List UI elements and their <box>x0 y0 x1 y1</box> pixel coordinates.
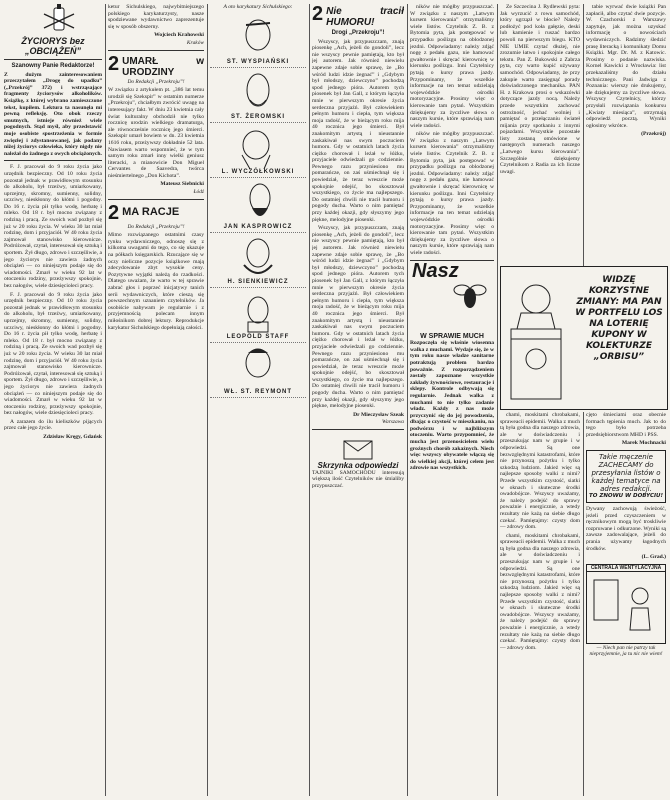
article-title: UMARŁ w URODZINY <box>122 55 204 78</box>
intro-label: Szanowny Panie Redaktorze! <box>11 63 95 69</box>
article-body: F. J. pracował do 9 roku życia jako urzędnik bezpieczny. Od 10 roku życia pozostał jednak w prawidłowym stosunku do alkoholu, był trzeźwy, umiarkowany, uprzejmy, skromny, sumienny, solidny, uczciwy, nieskłonny do kłótni i pogodny. Do 16 r. życia pił tylko wodę, herbatę i mleko. Od 18 r. był mocno związany z rodziną i pracą. Ze swoich wad pozbył się już w 20 roku życia. W wieku 30 lat miał rodzinę, dom i przyjaciół. W 40 roku życia zajmował stanowisko kierownicze. Podróżował, czytał, interesował się sztuką i sportem. Żył długo, zdrowo i szczęśliwie, a jego życiorys nie zawiera żadnych obciążeń — co niniejszym podaje się do wiadomości. Zmarł w wieku 92 lat w otoczeniu rodziny, przeżywszy spokojnie, bez nałogów, wiele dziesięcioleci pracy. F. J. pracował do 9 roku życia jako urzędnik bezpieczny. Od 10 roku życia pozostał jednak w prawidłowym stosunku do alkoholu, był trzeźwy, umiarkowany, uprzejmy, skromny, sumienny, solidny, uczciwy, nieskłonny do kłótni i pogodny. Do 16 r. życia pił tylko wodę, herbatę i mleko. Od 18 r. był mocno związany z rodziną i pracą. Ze swoich wad pozbył się już w 20 roku życia. W wieku 30 lat miał rodzinę, dom i przyjaciół. W 40 roku życia zajmował stanowisko kierownicze. Podróżował, czytał, interesował się sztuką i sportem. Żył długo, zdrowo i szczęśliwie, a jego życiorys nie zawiera żadnych obciążeń — co niniejszym podaje się do wiadomości. Zmarł w wieku 92 lat w otoczeniu rodziny, przeżywszy spokojnie, bez nałogów, wiele dziesięcioleci pracy. A zarazem do ilu kieliszków pijących przez całe jego życie. <box>4 164 102 432</box>
city: Łódź <box>193 189 204 196</box>
article-title: MA RACJE <box>122 205 180 218</box>
city: Warszawa <box>382 419 404 426</box>
caricature-name: LEOPOLD STAFF <box>226 334 290 340</box>
caricature-drawing <box>230 235 286 281</box>
caricature-name: ST. ŻEROMSKI <box>230 114 285 120</box>
nasz-heading: Nasz <box>412 259 459 282</box>
lower-right-right-column <box>586 412 666 796</box>
caricature <box>210 235 306 288</box>
column-7 <box>586 4 666 266</box>
column-2 <box>108 4 204 796</box>
section-body: TAJNIKI SAMOCHODU interesują większą ilość Czytelników nie śmialiby przypuszczać. <box>312 469 404 489</box>
ad-text: WIDZĘ KORZYSTNE ZMIANY: MA PAN W PORTFELU LOS NA LOTERIĘ KUPONY W KOLEKTURZE „ORBISU” <box>575 275 663 362</box>
bottle-illustration <box>40 4 80 34</box>
caricature <box>210 290 306 343</box>
caricature-drawing <box>230 15 286 61</box>
bottom-body: Dywany zachowują świeżość, jeżeli przed czyszczeniem w ręcznikowym mogą być troskliwie rozpruwane i odkurzone. Wyniki są zawsze zadowalające, jeżeli do prania używamy łagodnych środków. <box>586 505 666 552</box>
signature: Mateusz Siebnicki <box>160 181 204 188</box>
article-title: W SPRAWIE MUCH <box>420 332 484 340</box>
bottom-signature: (L. Grad.) <box>641 554 666 561</box>
fly-illustration <box>450 272 490 322</box>
signature: (Przekrój) <box>641 131 666 138</box>
article-body: Wszyscy, jak przypuszczam, znają piosenkę „Ach, jeżeli do gondoli”, lecz nie wszyscy pewnie pamiętają, kto był jej autorem. Jak również niewielu zapewne zdaje sobie sprawę, że „Bo wśród ludzi idzie żegnać” i „Gdybym był młodszy, dziewczyno” pochodzą spod jednego pióra. Autorem tych piosenek był Jan Gall, z którym łączyła mnie w pierwszym okresie życia serdeczna przyjaźń. Był człowiekiem pełnym humoru i ciepła, tym większa moja radość, że w bieżącym roku mija 40 rocznica jego śmierci. Był znakomitym artystą i nieustannie zaskakiwał nas swym poczuciem humoru. Gdy w ostatnich latach życia ciężko chorował i leżał w łóżku, przyjaciele odwiedzali go codziennie. Pewnego razu przyniesiono mu pomarańcze, on zaś uśmiechnął się i powiedział, że teraz wreszcie może spokojnie odejść, bo skosztował wszystkiego, co życie ma najlepszego. Do ostatniej chwili nie tracił humoru i pogody ducha. Warto o nim pamiętać przy każdej okazji, gdy słyszymy jego piękne, melodyjne piosenki. Wszyscy, jak przypuszczam, znają piosenkę „Ach, jeżeli do gondoli”, lecz nie wszyscy pewnie pamiętają, kto był jej autorem. Jak również niewielu zapewne zdaje sobie sprawę, że „Bo wśród ludzi idzie żegnać” i „Gdybym był młodszy, dziewczyno” pochodzą spod jednego pióra. Autorem tych piosenek był Jan Gall, z którym łączyła mnie w pierwszym okresie życia serdeczna przyjaźń. Był człowiekiem pełnym humoru i ciepła, tym większa moja radość, że w bieżącym roku mija 40 rocznica jego śmierci. Był znakomitym artystą i nieustannie zaskakiwał nas swym poczuciem humoru. Gdy w ostatnich latach życia ciężko chorował i leżał w łóżku, przyjaciele odwiedzali go codziennie. Pewnego razu przyniesiono mu pomarańcze, on zaś uśmiechnął się i powiedział, że teraz wreszcie może spokojnie odejść, bo skosztował wszystkiego, co życie ma najlepszego. Do ostatniej chwili nie tracił humoru i pogody ducha. Warto o nim pamiętać przy każdej okazji, gdy słyszymy jego piękne, melodyjne piosenki. <box>312 38 404 410</box>
article-body: W związku z artykułem pt. „386 lat temu urodził się Szekspir” w ostatnim numerze „Przekroju”, chciałbym zwrócić uwagę na interesujący fakt. W dniu 23 kwietnia cały świat kulturalny obchodził nie tylko rocznicę urodzin wielkiego dramaturga, ale równocześnie rocznicę jego śmierci. Szekspir umarł bowiem w dn. 23 kwietnia 1616 roku, przeżywszy dokładnie 52 lata. Nawiasem warto wspomnieć, że w tym samym roku zmarł inny wielki geniusz literacki, a mianowicie Don Miguel Cervantes de Saavedra, twórca nieśmiertelnego „Don Kichota”. <box>108 87 204 179</box>
top-text: ketur Sichulskiego, najwybitniejszego polskiego karykaturzysty, nasze spodziewane wydawnictwo zaprezentuje się w sposób obszerny. <box>108 4 204 30</box>
caricature <box>210 180 306 233</box>
column-3-caricatures <box>210 4 306 796</box>
ventilation-cartoon <box>588 574 664 638</box>
article-number: 2 <box>108 202 120 223</box>
article-body: tabie wyrwać dwie książki Pan zapłacił, albo czytać dwie pozycje. W. Czachorski z Warszawy zapytuje, jak można uzyskać informację o nowościach wydawniczych. Radzimy śledzić prasę literacką i komunikaty Domu Książki. Mgr. Dr. M. z Katowic. Prosimy o podanie nazwiska. Kornel Kawicki z Wrocławia: list przekazaliśmy do działu technicznego. Pani Jadwiga z Poznania: wierszy nie drukujemy, ale dziękujemy za życzliwe słowa. Wszyscy Czytelnicy, którzy przysłali rozwiązania konkursu „Kwiaty miesiąca”, otrzymają odpowiedź pocztą. Wyniki ogłosimy wkrótce. <box>586 4 666 129</box>
right-body: cjęto śmieciami oraz obecnie formach tępienia much. Jak to do tego było potrzeba przedsiębiorstwom MHD i PSS. <box>586 412 666 438</box>
article-title: ŻYCIORYS bez „OBCIĄŻEŃ” <box>21 36 85 56</box>
article-subtitle: Drogi „Przekroju”! <box>331 30 385 36</box>
fortune-teller-illustration <box>503 269 573 407</box>
article-subtitle: Do Redakcji „Przekroju”! <box>127 223 185 230</box>
article-number: 2 <box>312 4 324 25</box>
section-title: Skrzynka odpowiedzi <box>317 461 399 471</box>
right-signature: Marek Mochnacki <box>621 440 666 447</box>
cartoon-caption: — Niech pan nie patrzy tak nieprzyjemnie, ja tu nic nie wiem! <box>589 644 663 658</box>
signature: Zdzisław Kręgy, Gdańsk <box>43 434 102 441</box>
article-body: Mimo rozwiązanego ostatnimi czasy rynku wydawniczego, odnoszę się z kilkoma uwagami do tego, co się ukazuje na półkach księgarskich. Rzucające się w oczy nieliczne pozycje książkowe mają zdecydowanie zbyt wysokie ceny. Pozytywne wyjątki należą do rzadkości. Dlatego uważam, że warto w tej sprawie zabrać głos i poprzeć inicjatywy tanich serii wydawniczych, które cieszą się powszechnym uznaniem czytelników. Ja osobiście nabywam je regularnie i z przyjemnością polecam innym miłośnikom dobrej lektury. Reprodukcje karykatur Sichulskiego dopełniają całości. <box>108 232 204 331</box>
mailbox-illustration <box>312 433 404 463</box>
article-number: 2 <box>108 53 120 75</box>
caricature-drawing <box>230 125 286 171</box>
lower-right-left-column <box>500 412 580 796</box>
column-5 <box>410 4 494 796</box>
article-title: Nie tracił HUMORU! <box>326 6 404 28</box>
caricature-name: JAN KASPROWICZ <box>223 224 293 230</box>
handwritten-note: Takie męczenie ZACHECAMY do przesyłania listów o każdej tematyce na adres redakcji. TO ZNOWU W DOBYCIU! <box>586 450 666 503</box>
caricature <box>210 345 306 398</box>
lottery-ad <box>500 266 668 410</box>
column-1 <box>4 4 102 796</box>
caricature <box>210 70 306 123</box>
article-body: chami, moskitami chrobakami, spraweacii epidemii. Walka z much tą była godna dla naszego zdrowia, ale w doświadczeniu i przeszukując nam w grupie i w odpowiedzi. Są one bezwzględnymi katastrofami, które nie przynoszą pożytku i tylko szkodzą ludziom. Jakież więc są najlepsze sposoby walki z nimi? Przede wszystkim czystość, siatki w oknach i skuteczne środki owadobójcze. Wszyscy uważamy, że należy podejść do sprawy poważnie i energicznie, a wtedy rezultaty nie każą na siebie długo czekać. Pamiętajmy: czysty dom — zdrowy dom. chami, moskitami chrobakami, spraweacii epidemii. Walka z much tą była godna dla naszego zdrowia, ale w doświadczeniu i przeszukując nam w grupie i w odpowiedzi. Są one bezwzględnymi katastrofami, które nie przynoszą pożytku i tylko szkodzą ludziom. Jakież więc są najlepsze sposoby walki z nimi? Przede wszystkim czystość, siatki w oknach i skuteczne środki owadobójcze. Wszyscy uważamy, że należy podejść do sprawy poważnie i energicznie, a wtedy rezultaty nie każą na siebie długo czekać. Pamiętajmy: czysty dom — zdrowy dom. <box>500 412 580 651</box>
top-signature: Wojciech Krahowski <box>154 32 204 39</box>
article-body: Ze Szczecina J. Rydlewski pyta: Jak wyrzucić z rowu samochód, który ugrzązł w błocie? Należy podłożyć pod koła gałęzie, deski lub kamienie i ruszać bardzo powoli na pierwszym biegu. KTO NIE UMIE czytać dłużej, nie zrozumie łatwo i spokojnie całego tekstu. Pan Z. Bukowski z Zabrza pyta, czy warto kupić używany samochód. Odpowiadamy, że przy zakupie warto zasięgnąć porady doświadczonego mechanika. PAN H. z Krakowa prosi o wskazówki dotyczące jazdy nocą. Należy przede wszystkim zachować ostrożność, jechać wolniej i pamiętać o przełączaniu świateł mijania przy spotkaniu z innymi pojazdami. Wszystkie pozostałe listy zostaną omówione w następnych numerach naszego „Latwego kursu kierowania”. Szczególnie dziękujemy Czytelnikom z Radia za ich liczne uwagi. <box>500 4 580 175</box>
column-6 <box>500 4 580 266</box>
caricature-name: WŁ. ST. REYMONT <box>224 389 292 395</box>
caricature-drawing <box>230 290 286 336</box>
article-body: ników nie mógłby przypuszczać. W związku z naszym „Latwym kursem kierowania” otrzymaliśmy wiele listów. Czytelnik Z. B. z Bytomia pyta, jak postępować w przypadku poślizgu na oblodzonej jezdni. Odpowiadamy: należy zdjąć nogę z pedału gazu, nie hamować gwałtownie i skręcać kierownicę w kierunku poślizgu. Inni Czytelnicy pytają o kursy prawa jazdy. Przypominamy, że wszelkie informacje na ten temat udzielają wojewódzkie ośrodki motoryzacyjne. Prosimy więc o kierowanie tam pytań. Wszystkim dziękujemy za życzliwe słowa o naszym kursie, które sprawiają nam wiele radości. ników nie mógłby przypuszczać. W związku z naszym „Latwym kursem kierowania” otrzymaliśmy wiele listów. Czytelnik Z. B. z Bytomia pyta, jak postępować w przypadku poślizgu na oblodzonej jezdni. Odpowiadamy: należy zdjąć nogę z pedału gazu, nie hamować gwałtownie i skręcać kierownicę w kierunku poślizgu. Inni Czytelnicy pytają o kursy prawa jazdy. Przypominamy, że wszelkie informacje na ten temat udzielają wojewódzkie ośrodki motoryzacyjne. Prosimy więc o kierowanie tam pytań. Wszystkim dziękujemy za życzliwe słowa o naszym kursie, które sprawiają nam wiele radości. <box>410 4 494 256</box>
intro-text: Z dużym zainteresowaniem przeczytałem „Drogę do upadku” („Przekrój” 372) i wstrząsające fragmenty życiorysów alkoholików. Książkę, z której wybrano zamieszczone tekst, kupiłem. Lektura ta nasunęła mi pewną refleksję. Oto obok rzeczy smutnych, istnieje również wiele pogodnych. Stąd myśl, aby przedstawić moje osobiste spostrzeżenia w formie zwięzłej i zdystansowanej, jak podany niżej życiorys człowieka, który nigdy nie należał do żadnego z owych obciążonych. <box>4 71 102 157</box>
article-body: Rozpoczęła się właśnie wiosenna walka z muchami. Wydaje się, że w tym roku nasze władze sanitarne potraktują problem bardzo poważnie. Z rozporządzeniem zostały zapoznane wszystkie zakłady żywnościowe, restauracje i sklepy. Kontrole odbywają się regularnie. Jednak walka z muchami to nie tylko zadanie władz. Każdy z nas może przyczynić się do jej powodzenia, dbając o czystość w mieszkaniu, na podwórzu i w najbliższym otoczeniu. Warto przypomnieć, że mucha jest przenosicielem wielu groźnych chorób zakaźnych. Niech więc wszyscy obywatele włączą się do wielkiej akcji, której celem jest zdrowie nas wszystkich. <box>410 340 494 472</box>
caricature-name: H. SIENKIEWICZ <box>227 279 289 285</box>
top-city: Kraków <box>186 39 204 46</box>
caricature-name: L. WYCZÓŁKOWSKI <box>221 169 295 175</box>
caricature <box>210 125 306 178</box>
caricature-name: ST. WYSPIAŃSKI <box>226 59 290 65</box>
caricature-drawing <box>230 180 286 226</box>
article-subtitle: Do Redakcji „Przekroju”! <box>127 78 185 85</box>
caricature-intro: A oto karykatury Sichulskiego: <box>223 4 293 10</box>
column-4 <box>312 4 404 796</box>
caricature-drawing <box>230 345 286 391</box>
cartoon-panel: CENTRALA WENTYLACYJNA <box>586 564 666 644</box>
signature: Dr Mieczysław Szeak <box>353 411 404 418</box>
caricature <box>210 15 306 68</box>
caricature-drawing <box>230 70 286 116</box>
